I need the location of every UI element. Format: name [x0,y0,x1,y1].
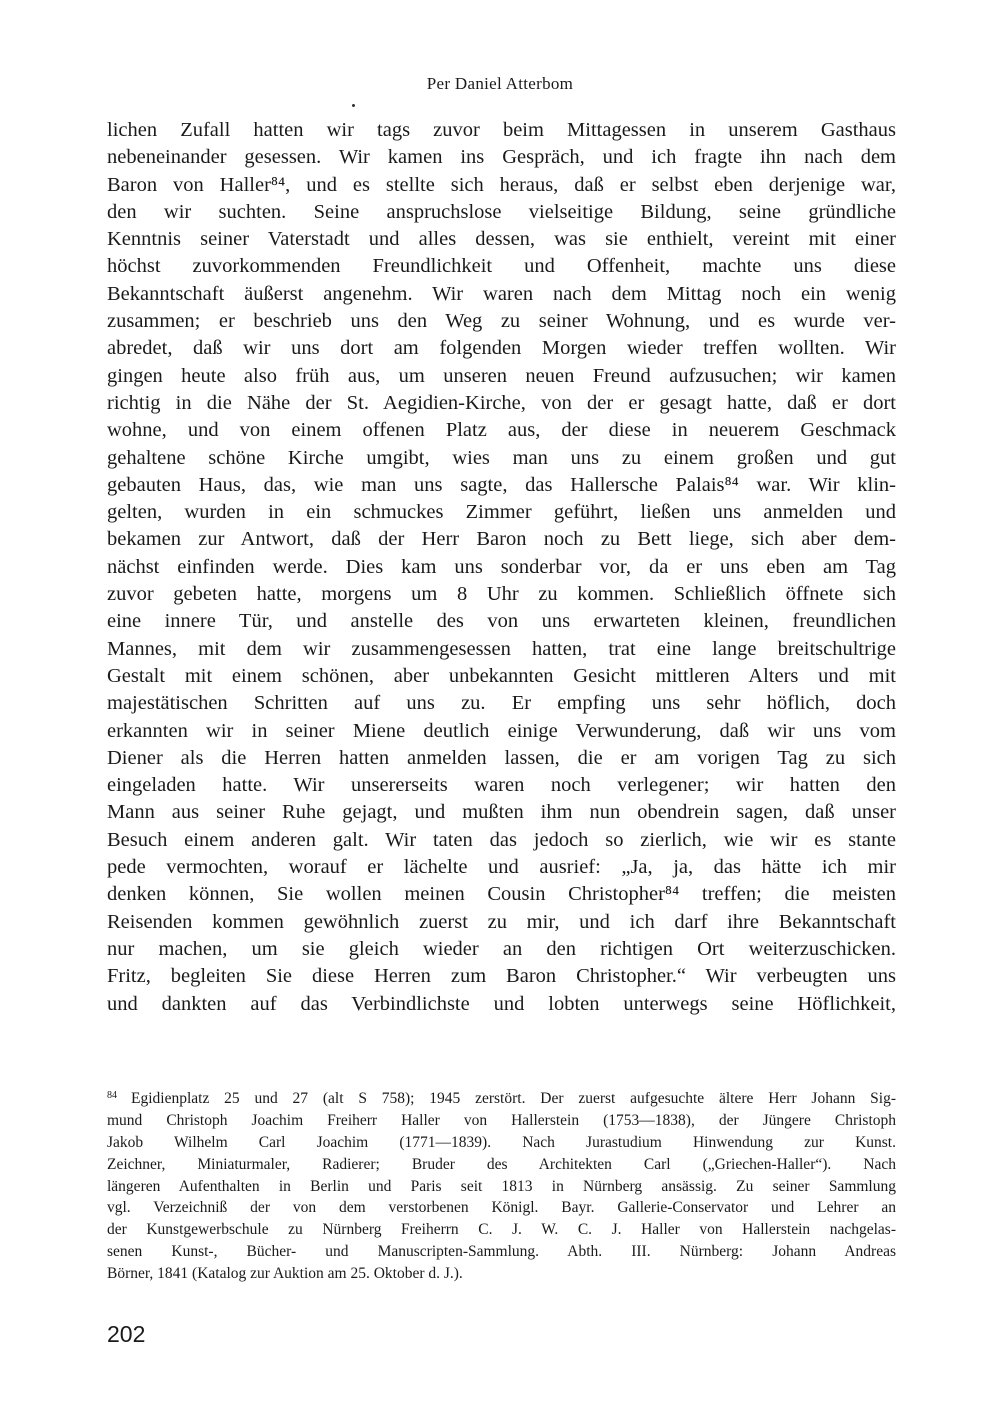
footnote-line: Egidienplatz 25 und 27 (alt S 758); 1945 zerstört. Der zuerst aufgesuchte ältere Herr Johann Sig- [131,1090,896,1107]
footnote-line: mund Christoph Joachim Freiherr Haller von Hallerstein (1753—1838), der Jüngere Christoph [107,1111,896,1129]
text-line: abredet, daß wir uns dort am folgenden Morgen wieder treffen wollten. Wir [107,337,896,360]
text-line: majestätischen Schritten auf uns zu. Er empfing uns sehr höflich, doch [107,692,896,715]
text-line: denken können, Sie wollen meinen Cousin Christopher⁸⁴ treffen; die meisten [107,883,896,906]
print-speck [352,104,355,107]
footnote-line: der Kunstgewerbschule zu Nürnberg Freiherrn C. J. W. C. J. Haller von Hallerstein nachgelas- [107,1221,896,1239]
running-head: Per Daniel Atterbom [426,74,574,93]
text-line: nebeneinander gesessen. Wir kamen ins Gespräch, und ich fragte ihn nach dem [107,146,896,169]
text-line: Kenntnis seiner Vaterstadt und alles dessen, was sie enthielt, vereint mit einer [107,228,896,251]
text-line: Diener als die Herren hatten anmelden lassen, die er am vorigen Tag zu sich [107,746,896,769]
text-line: Mannes, mit dem wir zusammengesessen hatten, trat eine lange breitschultrige [107,637,896,660]
text-line: richtig in die Nähe der St. Aegidien-Kirche, von der er gesagt hatte, daß er dort [107,391,896,414]
text-line: wohne, und von einem offenen Platz aus, der diese in neuerem Geschmack [107,419,896,442]
page-number: 202 [107,1321,146,1347]
text-line: lichen Zufall hatten wir tags zuvor beim Mittagessen in unserem Gasthaus [107,119,896,141]
footnote-line: senen Kunst-, Bücher- und Manuscripten-Sammlung. Abth. III. Nürnberg: Johann Andreas [107,1243,896,1261]
text-line: gingen heute also früh aus, um unseren neuen Freund aufzusuchen; wir kamen [107,364,896,387]
text-line: Besuch einem anderen galt. Wir taten das jedoch so zierlich, wie wir es stante [107,828,896,851]
body-text [107,117,896,1018]
text-line: den wir suchten. Seine anspruchslose vielseitige Bildung, seine gründliche [107,200,896,223]
footnote-line: Zeichner, Miniaturmaler, Radierer; Bruder des Architekten Carl („Griechen-Haller“). Nach [107,1155,896,1173]
text-line: höchst zuvorkommenden Freundlichkeit und Offenheit, machte uns diese [107,255,896,278]
text-line: Gestalt mit einem schönen, aber unbekannten Gesicht mittleren Alters und mit [107,664,896,687]
text-line: eine innere Tür, und anstelle des von uns erwarteten kleinen, freundlichen [107,610,896,633]
footnote-marker: 84 [107,1090,117,1101]
text-line: Bekanntschaft äußerst angenehm. Wir waren nach dem Mittag noch ein wenig [107,282,896,305]
text-line: zusammen; er beschrieb uns den Weg zu seiner Wohnung, und es wurde ver- [107,310,896,333]
footnote-line: Börner, 1841 (Katalog zur Auktion am 25. Oktober d. J.). [107,1265,463,1283]
text-line: nur machen, um sie gleich wieder an den richtigen Ort weiterzuschicken. [107,937,896,960]
footnote-line: vgl. Verzeichniß der von dem verstorbenen Königl. Bayr. Gallerie-Conservator und Lehrer an [107,1199,896,1217]
text-line: erkannten wir in seiner Miene deutlich einige Verwunderung, daß wir uns vom [107,719,896,742]
text-line: gehaltene schöne Kirche umgibt, wies man uns zu einem großen und gut [107,446,896,469]
text-line: Fritz, begleiten Sie diese Herren zum Baron Christopher.“ Wir verbeugten uns [107,965,896,988]
text-line: pede vermochten, worauf er lächelte und ausrief: „Ja, ja, das hätte ich mir [107,856,896,879]
text-line: eingeladen hatte. Wir unsererseits waren noch verlegener; wir hatten den [107,774,896,797]
text-line: gelten, wurden in ein schmuckes Zimmer geführt, ließen uns anmelden und [107,501,896,524]
text-line: gebauten Haus, das, wie man uns sagte, das Hallersche Palais⁸⁴ war. Wir klin- [107,473,896,496]
text-line: Mann aus seiner Ruhe gejagt, und mußten ihm nun obendrein sagen, daß unser [107,801,896,824]
text-line: Reisenden kommen gewöhnlich zuerst zu mir, und ich darf ihre Bekanntschaft [107,910,896,933]
text-line: und dankten auf das Verbindlichste und lobten unterwegs seine Höflichkeit, [107,992,896,1015]
text-line: bekamen zur Antwort, daß der Herr Baron noch zu Bett liege, sich aber dem- [107,528,896,551]
footnote [107,1088,896,1285]
text-line: nächst einfinden werde. Dies kam uns sonderbar vor, da er uns eben am Tag [107,555,896,578]
footnote-line: Jakob Wilhelm Carl Joachim (1771—1839). Nach Jurastudium Hinwendung zur Kunst. [107,1133,896,1151]
footnote-line: längeren Aufenthalten in Berlin und Paris seit 1813 in Nürnberg ansässig. Zu seiner Sammlung [107,1177,896,1195]
text-line: zuvor gebeten hatte, morgens um 8 Uhr zu kommen. Schließlich öffnete sich [107,583,896,606]
text-line: Baron von Haller⁸⁴, und es stellte sich heraus, daß er selbst eben derjenige war, [107,173,896,196]
